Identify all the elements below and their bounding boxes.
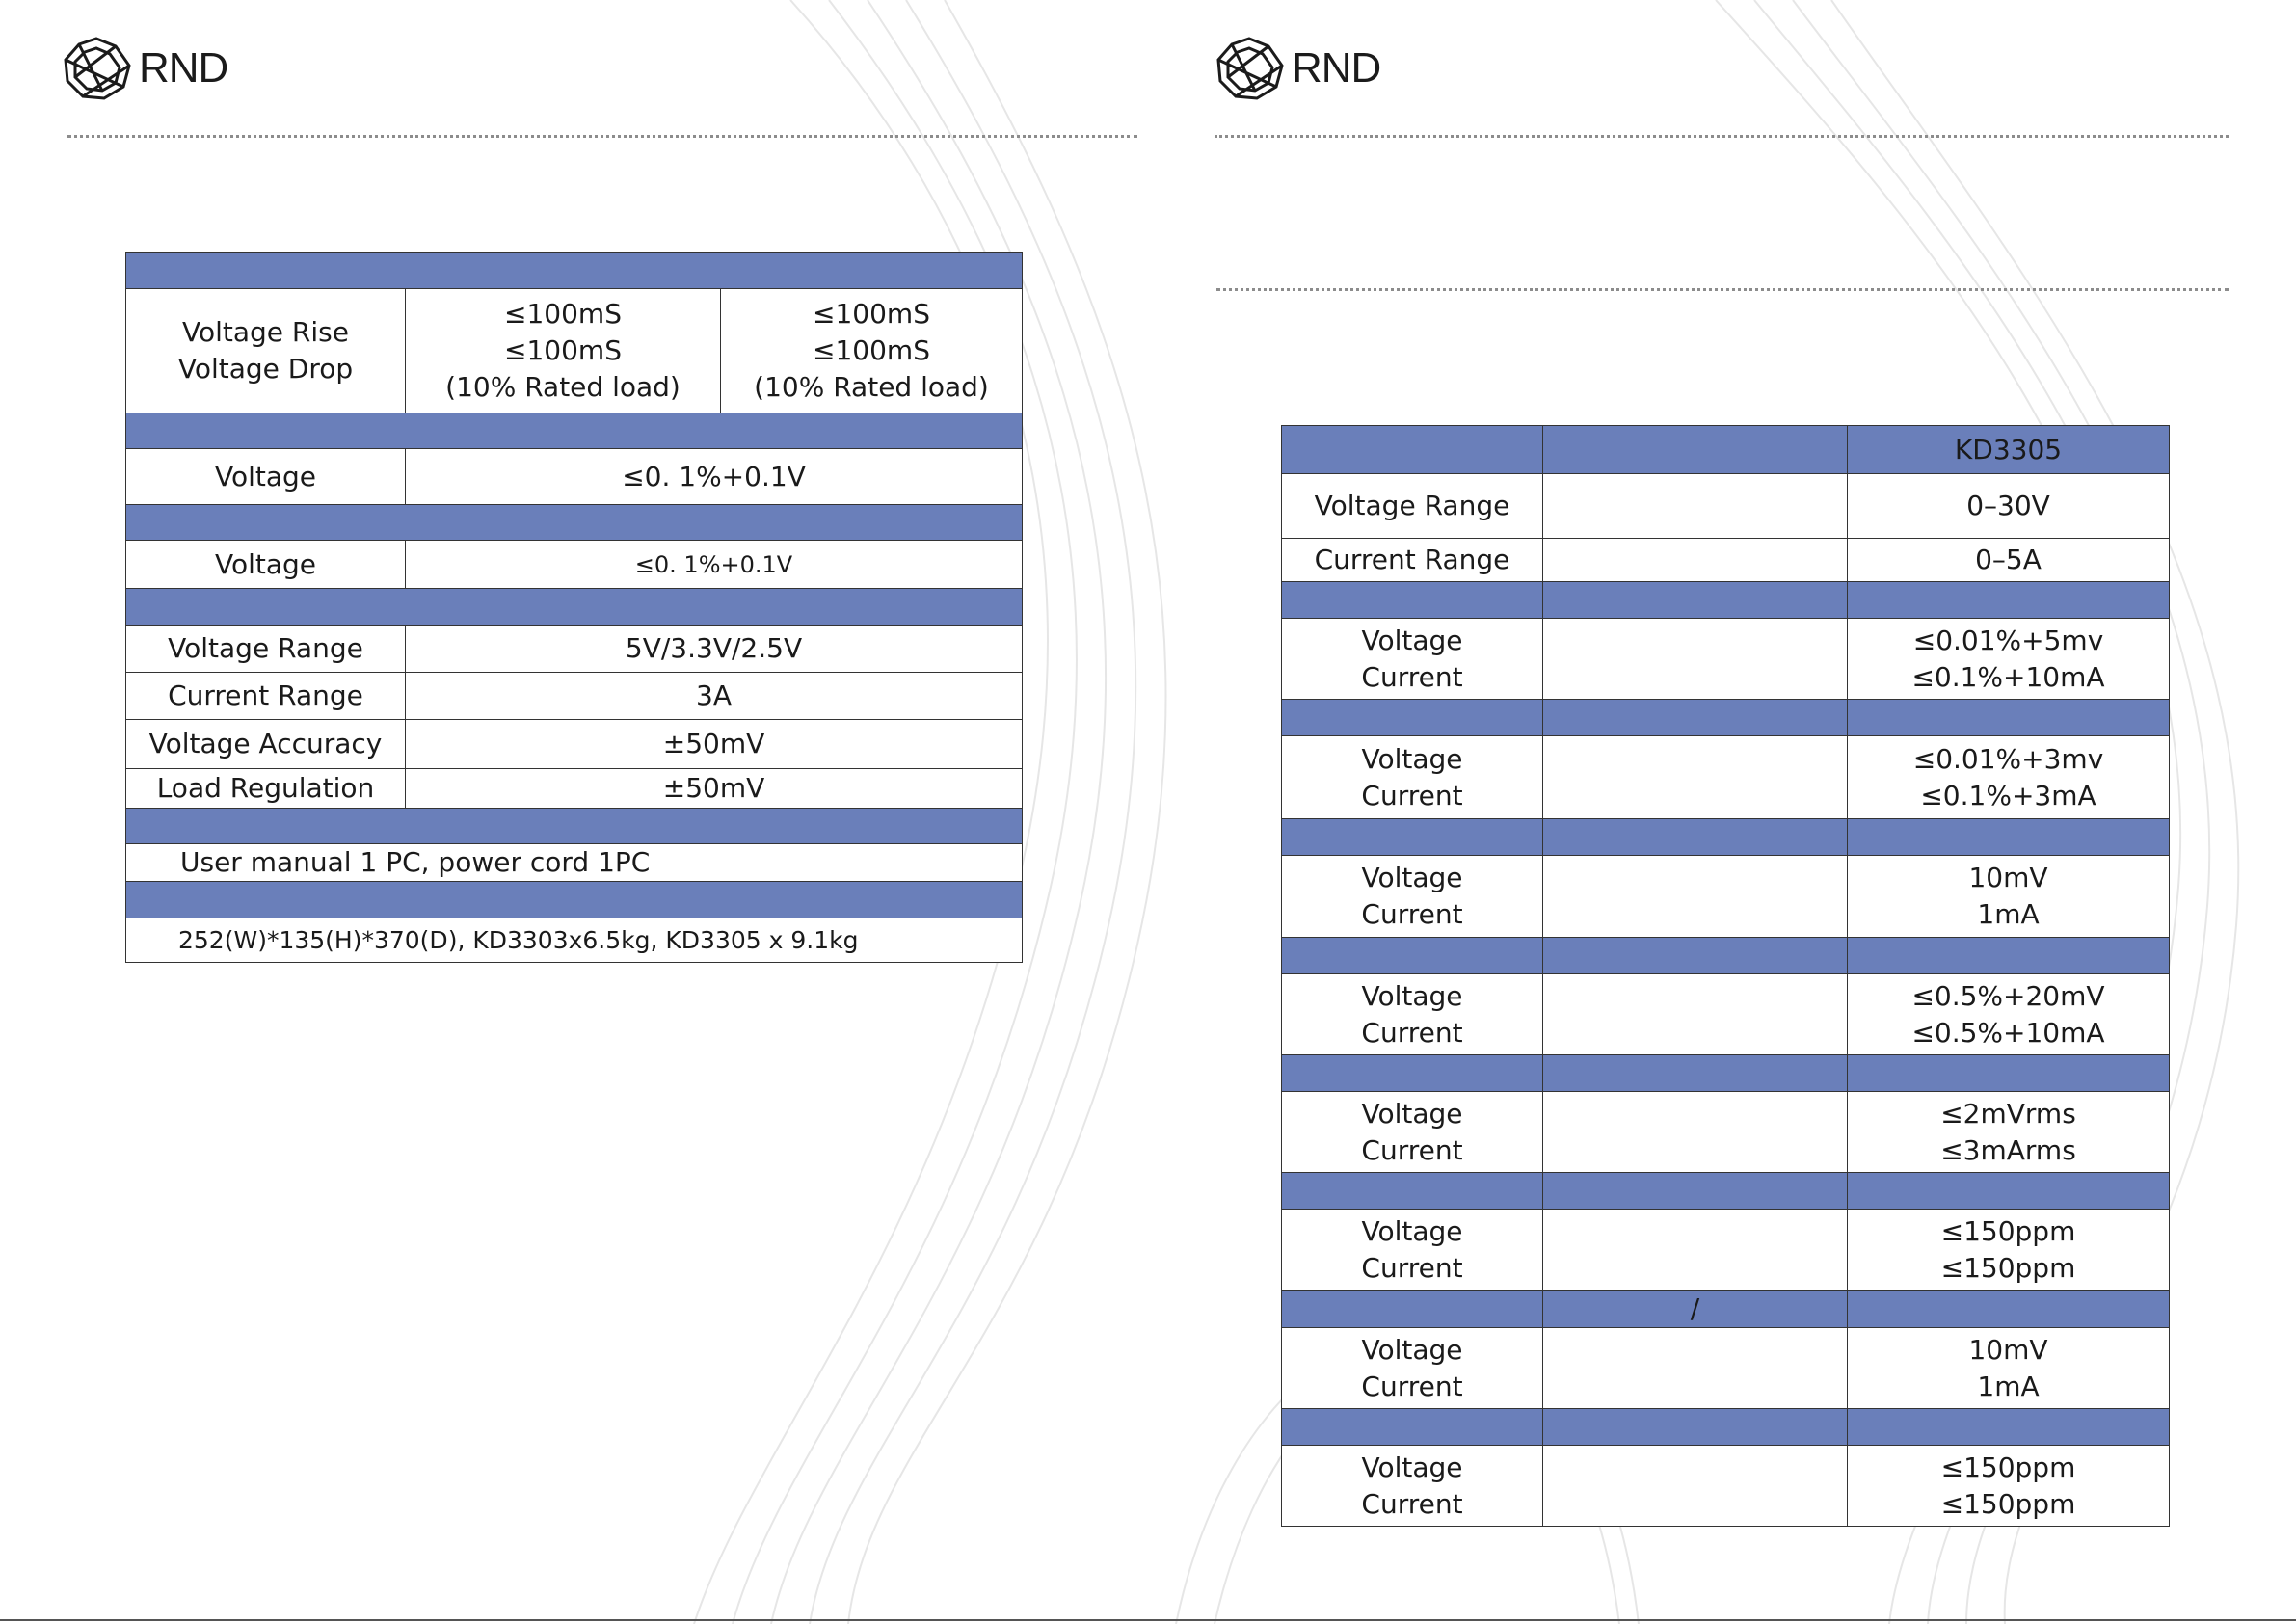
spec-group-row — [1282, 1210, 2170, 1291]
value-current: ≤0.1%+3mA — [1920, 779, 2096, 812]
row-label: Current Range — [126, 673, 406, 720]
spec-group-row — [1282, 856, 2170, 938]
range-row — [1282, 474, 2170, 539]
row-label: Voltage — [126, 449, 406, 505]
label-voltage: Voltage — [1361, 1097, 1463, 1130]
value-current: ≤0.5%+10mA — [1911, 1016, 2105, 1049]
row-label: Current Range — [1282, 539, 1543, 582]
value-voltage: ≤150ppm — [1940, 1451, 2076, 1483]
value-current: ≤150ppm — [1940, 1251, 2076, 1284]
section-band — [126, 809, 1023, 844]
label-current: Current — [1361, 1251, 1463, 1284]
fixed-output-row — [126, 626, 1023, 673]
label-current: Current — [1361, 779, 1463, 812]
label-current: Current — [1361, 1133, 1463, 1166]
row-label: Voltage — [126, 541, 406, 589]
section-band — [1282, 700, 2170, 736]
row-label: Voltage Accuracy — [126, 720, 406, 769]
spec-group-row — [1282, 1446, 2170, 1527]
value-current: 1mA — [1977, 898, 2040, 930]
value-voltage: ≤0.01%+5mv — [1912, 624, 2104, 656]
section-band — [126, 253, 1023, 289]
section-band — [1282, 1055, 2170, 1092]
spec-group-row — [1282, 1328, 2170, 1409]
row-value: ≤0. 1%+0.1V — [406, 541, 1023, 589]
section-band — [1282, 582, 2170, 619]
range-row — [1282, 539, 2170, 582]
brand-logo-right — [1213, 35, 1380, 102]
value-rise: ≤100mS — [504, 298, 622, 330]
value-voltage: ≤2mVrms — [1940, 1097, 2076, 1130]
value-current: ≤0.1%+10mA — [1911, 660, 2105, 693]
value-note: (10% Rated load) — [445, 371, 681, 403]
label-voltage: Voltage — [1361, 862, 1463, 893]
label-current: Current — [1361, 1016, 1463, 1049]
label-voltage: Voltage — [1361, 1214, 1463, 1247]
transient-row — [126, 289, 1023, 413]
value-voltage: 10mV — [1968, 862, 2048, 893]
row-value: 0–5A — [1848, 539, 2170, 582]
section-band — [126, 413, 1023, 449]
row-label: Load Regulation — [126, 769, 406, 809]
section-band — [126, 589, 1023, 626]
brand-name: RND — [139, 44, 228, 92]
label-voltage-rise: Voltage Rise — [182, 316, 349, 348]
dimensions-text: 252(W)*135(H)*370(D), KD3303x6.5kg, KD3305 x 9.1kg — [126, 918, 1023, 963]
value-drop: ≤100mS — [813, 334, 930, 366]
header-band — [1282, 426, 2170, 474]
rnd-emblem-icon — [1213, 35, 1286, 102]
spec-group-row — [1282, 974, 2170, 1055]
section-band — [1282, 1291, 2170, 1328]
value-current: ≤3mArms — [1940, 1133, 2076, 1166]
label-current: Current — [1361, 1370, 1463, 1402]
row-value: ≤0. 1%+0.1V — [406, 449, 1023, 505]
voltage-row — [126, 541, 1023, 589]
label-current: Current — [1361, 1487, 1463, 1520]
label-current: Current — [1361, 898, 1463, 930]
label-voltage: Voltage — [1361, 1333, 1463, 1366]
spec-group-row — [1282, 619, 2170, 700]
value-note: (10% Rated load) — [754, 371, 989, 403]
right-spec-table — [1281, 425, 2170, 1527]
fixed-output-row — [126, 720, 1023, 769]
page-bottom-rule — [0, 1619, 2296, 1621]
spec-group-row — [1282, 1092, 2170, 1173]
value-voltage: 10mV — [1968, 1333, 2048, 1366]
accessories-text: User manual 1 PC, power cord 1PC — [126, 844, 1023, 882]
voltage-row — [126, 449, 1023, 505]
value-current: 1mA — [1977, 1370, 2040, 1402]
row-label: Voltage Range — [126, 626, 406, 673]
value-voltage: ≤0.5%+20mV — [1911, 979, 2105, 1012]
section-band — [1282, 819, 2170, 856]
dimensions-row — [126, 918, 1023, 963]
section-band — [126, 505, 1023, 541]
fixed-output-row — [126, 769, 1023, 809]
section-band — [1282, 1409, 2170, 1446]
row-value: 3A — [406, 673, 1023, 720]
fixed-output-row — [126, 673, 1023, 720]
band-mark: / — [1543, 1291, 1848, 1328]
value-voltage: ≤150ppm — [1940, 1214, 2076, 1247]
header-divider-right — [1215, 135, 2229, 138]
brand-name: RND — [1292, 44, 1381, 92]
label-current: Current — [1361, 660, 1463, 693]
section-band — [1282, 938, 2170, 974]
value-current: ≤150ppm — [1940, 1487, 2076, 1520]
label-voltage-drop: Voltage Drop — [177, 353, 354, 385]
row-value: 5V/3.3V/2.5V — [406, 626, 1023, 673]
spec-group-row — [1282, 736, 2170, 819]
label-voltage: Voltage — [1361, 742, 1463, 775]
label-voltage: Voltage — [1361, 624, 1463, 656]
rnd-emblem-icon — [60, 35, 133, 102]
model-name: KD3305 — [1848, 426, 2170, 474]
section-divider-right — [1216, 288, 2229, 291]
accessories-row — [126, 844, 1023, 882]
section-band — [1282, 1173, 2170, 1210]
row-label: Voltage Range — [1282, 474, 1543, 539]
label-voltage: Voltage — [1361, 1451, 1463, 1483]
brand-logo-left — [60, 35, 227, 102]
left-spec-table — [125, 252, 1023, 963]
value-rise: ≤100mS — [813, 298, 930, 330]
section-band — [126, 882, 1023, 918]
header-divider-left — [67, 135, 1137, 138]
row-value: ±50mV — [406, 769, 1023, 809]
value-voltage: ≤0.01%+3mv — [1912, 742, 2104, 775]
row-value: 0–30V — [1848, 474, 2170, 539]
row-value: ±50mV — [406, 720, 1023, 769]
label-voltage: Voltage — [1361, 979, 1463, 1012]
value-drop: ≤100mS — [504, 334, 622, 366]
